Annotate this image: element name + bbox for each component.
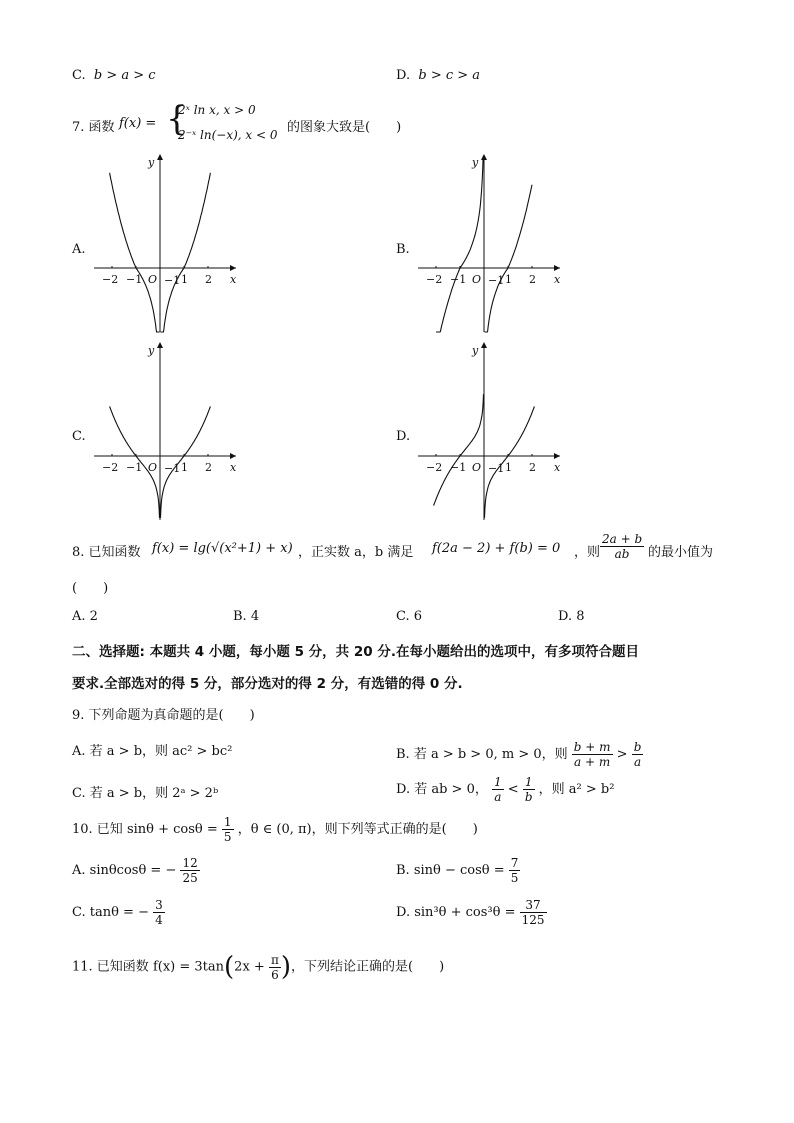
q8-fraction: $\frac{2a + b}{ab}$ (602, 532, 643, 561)
graph-a (80, 148, 250, 338)
tick-label: −1 (126, 273, 143, 286)
y-arrow (157, 342, 163, 348)
q9-stem: 9. 下列命题为真命题的是( ) (72, 708, 255, 723)
tick-label: −1 (164, 274, 181, 287)
graph-b-label: B. (396, 242, 410, 257)
origin-label: O (472, 273, 482, 286)
y-arrow (481, 342, 487, 348)
section-2-line2: 要求.全部选对的得 5 分，部分选对的得 2 分，有选错的得 0 分. (72, 676, 463, 692)
q8-tail: 的最小值为 (648, 545, 714, 560)
tick-label: −1 (450, 461, 467, 474)
tick-label: 2 (205, 273, 212, 286)
origin-label: O (472, 461, 482, 474)
x-arrow (554, 453, 560, 459)
q8-option-c: C. 6 (396, 609, 423, 624)
curve-left (436, 156, 484, 332)
q8-option-d: D. 8 (558, 609, 585, 624)
tick-label: −2 (426, 273, 443, 286)
q7-function: f(x) = (119, 116, 157, 131)
q8-condition: f(2a − 2) + f(b) = 0 (432, 541, 561, 556)
q8-mid: ，正实数 a，b 满足 (298, 545, 414, 560)
y-label: y (472, 344, 479, 357)
q9-option-b: B. 若 a > b > 0, m > 0，则 $\frac{b + m}{a + m}$ > $\frac{b}{a}$ (396, 740, 642, 769)
q10-option-c: C. tanθ = − $\frac{3}{4}$ (72, 898, 163, 927)
q8-option-a: A. 2 (72, 609, 98, 624)
y-arrow (481, 154, 487, 160)
q7-case2: 2⁻ˣ ln(−x), x < 0 (178, 128, 278, 142)
tick-label: 1 (181, 273, 188, 286)
origin-label: O (148, 461, 158, 474)
q8-function: f(x) = lg(√(x²+1) + x) (152, 541, 293, 556)
section-2-line1: 二、选择题: 本题共 4 小题，每小题 5 分，共 20 分.在每小题给出的选项中，有多项符合题目 (72, 644, 639, 660)
tick-label: −1 (488, 462, 505, 475)
q10-option-b: B. sinθ − cosθ = $\frac{7}{5}$ (396, 856, 519, 885)
q8-number: 8. 已知函数 (72, 545, 141, 560)
tick-label: −1 (488, 274, 505, 287)
graph-d-label: D. (396, 429, 411, 444)
y-label: y (472, 156, 479, 169)
q8-paren: ( ) (72, 581, 109, 596)
q10-option-a: A. sinθcosθ = − $\frac{12}{25}$ (72, 856, 198, 885)
curve-left (434, 394, 484, 506)
tick-label: −1 (126, 461, 143, 474)
tick-label: −2 (102, 273, 119, 286)
q6-option-d: D. b > c > a (396, 68, 481, 83)
y-label: y (148, 344, 155, 357)
q9-option-a: A. 若 a > b，则 ac² > bc² (72, 744, 233, 759)
q10-option-d: D. sin³θ + cos³θ = $\frac{37}{125}$ (396, 898, 545, 927)
q9-option-c: C. 若 a > b，则 2ᵃ > 2ᵇ (72, 786, 219, 801)
x-label: x (554, 461, 561, 474)
tick-label: 1 (181, 461, 188, 474)
q7-number: 7. 函数 (72, 120, 115, 135)
q7-case1: 2ˣ ln x, x > 0 (178, 103, 256, 117)
x-label: x (554, 273, 561, 286)
q8-option-b: B. 4 (233, 609, 260, 624)
x-label: x (230, 273, 237, 286)
x-arrow (230, 453, 236, 459)
q8-then: ，则 (574, 545, 601, 560)
curve-right (485, 185, 533, 332)
q10-stem: 10. 已知 sinθ + cosθ = $\frac{1}{5}$ ，θ ∈ (0, π)，则下列等式正确的是( ) (72, 815, 478, 844)
x-arrow (554, 265, 560, 271)
q7-brace: { (166, 99, 188, 139)
tick-label: −1 (164, 462, 181, 475)
tick-label: −2 (102, 461, 119, 474)
y-label: y (148, 156, 155, 169)
origin-label: O (148, 273, 158, 286)
graph-c (80, 336, 250, 526)
q7-tail: 的图象大致是( ) (287, 120, 402, 135)
curve-left (110, 173, 160, 332)
tick-label: 1 (505, 273, 512, 286)
tick-label: −1 (450, 273, 467, 286)
q6-option-c: C. b > a > c (72, 68, 156, 83)
graph-d (404, 336, 574, 526)
tick-label: 2 (529, 461, 536, 474)
curve-right (161, 173, 211, 332)
x-label: x (230, 461, 237, 474)
tick-label: 2 (205, 461, 212, 474)
y-arrow (157, 154, 163, 160)
graph-a-label: A. (72, 242, 86, 257)
q11-stem: 11. 已知函数 f(x) = 3tan(2x + $\frac{\pi}{6}$ )，下列结论正确的是( ) (72, 952, 445, 982)
graph-c-label: C. (72, 429, 86, 444)
tick-label: 1 (505, 461, 512, 474)
tick-label: −2 (426, 461, 443, 474)
graph-b (404, 148, 574, 338)
q9-option-d: D. 若 ab > 0， $\frac{1}{a}$ < $\frac{1}{b}$ ，则 a² > b² (396, 775, 615, 804)
x-arrow (230, 265, 236, 271)
tick-label: 2 (529, 273, 536, 286)
